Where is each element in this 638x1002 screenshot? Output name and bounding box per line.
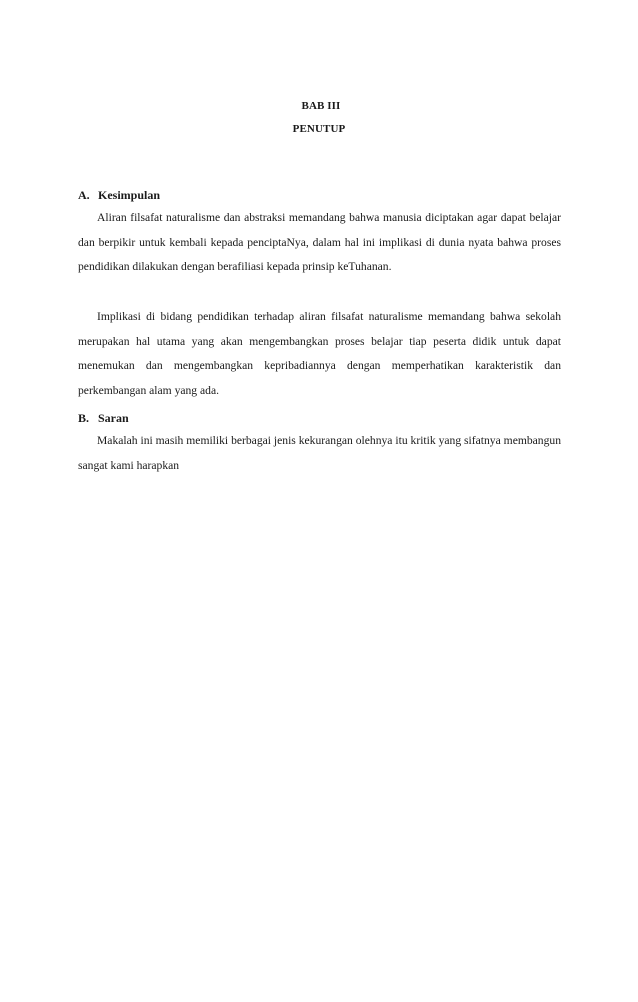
paragraph-kesimpulan-1: Aliran filsafat naturalisme dan abstraksi memandang bahwa manusia diciptakan agar dapat belajar dan berpikir untuk kembali kepada penciptaNya, dalam hal ini implikasi di dunia nyata bahwa proses pendidikan dilakukan dengan berafiliasi kepada prinsip keTuhanan. — [78, 211, 561, 273]
section-marker: A. — [78, 188, 90, 202]
section-title: Kesimpulan — [98, 188, 161, 202]
paragraph-kesimpulan-2: Implikasi di bidang pendidikan terhadap aliran filsafat naturalisme memandang bahwa sekolah merupakan hal utama yang akan mengembangkan proses belajar tiap peserta didik untuk dapat menemukan dan mengembangkan kepribadiannya dengan memperhatikan karakteristik dan perkembangan alam yang ada. — [78, 310, 561, 397]
section-title: Saran — [98, 411, 129, 425]
section-marker: B. — [78, 411, 90, 425]
section-heading-saran — [78, 411, 129, 426]
section-heading-kesimpulan — [78, 188, 160, 203]
chapter-title: PENUTUP — [292, 123, 346, 135]
paragraph-saran-1: Makalah ini masih memiliki berbagai jenis kekurangan olehnya itu kritik yang sifatnya membangun sangat kami harapkan — [78, 434, 561, 472]
chapter-number: BAB III — [301, 100, 341, 112]
